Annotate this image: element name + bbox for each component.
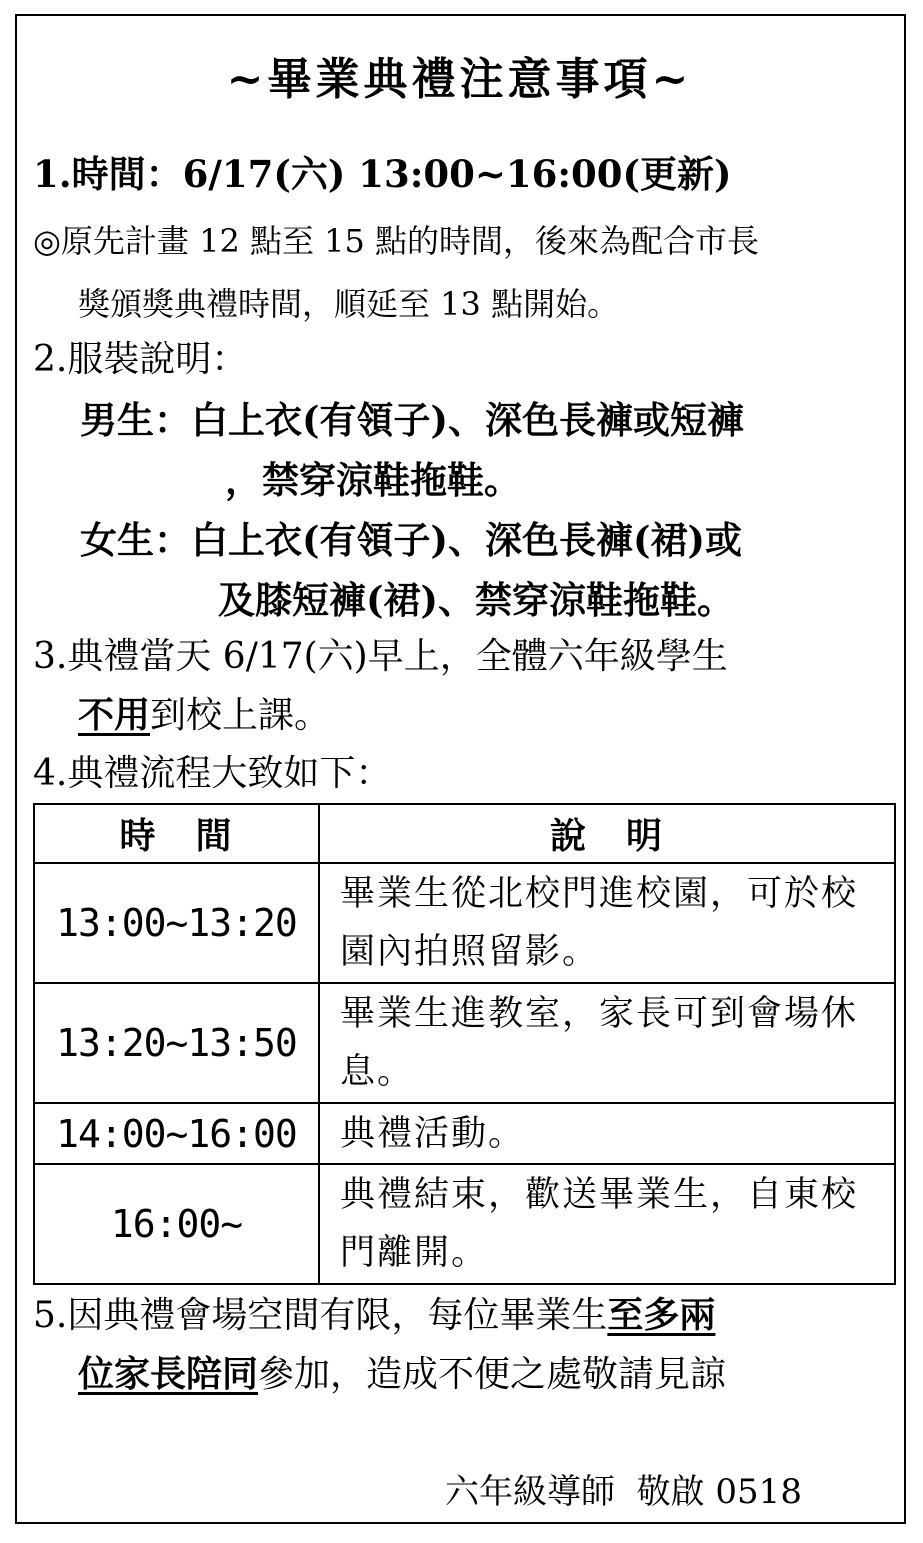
row-description: 典禮活動。 [319,1103,895,1164]
girls-dress-line1: 女生：白上衣(有領子)、深色長褲(裙)或 [80,518,743,562]
row-description: 畢業生進教室，家長可到會場休息。 [319,983,895,1103]
row-description: 畢業生從北校門進校園，可於校園內拍照留影。 [319,863,895,983]
section5-line2 [78,1353,727,1395]
row-time: 16:00~ [34,1164,319,1284]
schedule-table [33,803,896,1285]
boys-dress-line1: 男生：白上衣(有領子)、深色長褲或短褲 [80,398,745,442]
row-description: 典禮結束，歡送畢業生，自東校門離開。 [319,1164,895,1284]
table-row [34,983,895,1103]
table-header-row [34,804,895,863]
girls-dress-line2: 及膝短褲(裙)、禁穿涼鞋拖鞋。 [218,578,735,622]
table-row [34,863,895,983]
section3-line2-rest: 到校上課。 [150,695,331,736]
row-time: 14:00~16:00 [34,1103,319,1164]
section5-line1-text: 5.因典禮會場空間有限，每位畢業生 [33,1295,608,1336]
parents-emphasis: 位家長陪同 [78,1353,259,1395]
section4-heading: 4.典禮流程大致如下： [33,753,392,794]
section1-heading: 1.時間：6/17(六) 13:00~16:00(更新) [33,152,732,196]
max-two-emphasis: 至多兩 [607,1294,716,1336]
table-row [34,1164,895,1284]
page-title: ~畢業典禮注意事項~ [226,54,693,105]
section3-line1: 3.典禮當天 6/17(六)早上，全體六年級學生 [33,636,728,677]
boys-dress-line2: ，禁穿涼鞋拖鞋。 [225,458,521,502]
row-time: 13:20~13:50 [34,983,319,1103]
section5-line1 [33,1294,716,1336]
header-description: 說 明 [319,804,895,863]
section2-heading: 2.服裝說明： [33,339,248,380]
row-time: 13:00~13:20 [34,863,319,983]
no-school-emphasis: 不用 [78,694,151,736]
header-time: 時 間 [34,804,319,863]
section5-line2-rest: 參加，造成不便之處敬請見諒 [258,1354,727,1395]
section1-note-line2: 獎頒獎典禮時間，順延至 13 點開始。 [78,285,620,323]
section3-line2 [78,694,331,736]
signature: 六年級導師 敬啟 0518 [445,1472,802,1512]
section1-note-line1: ◎原先計畫 12 點至 15 點的時間，後來為配合市長 [33,222,760,260]
table-row [34,1103,895,1164]
